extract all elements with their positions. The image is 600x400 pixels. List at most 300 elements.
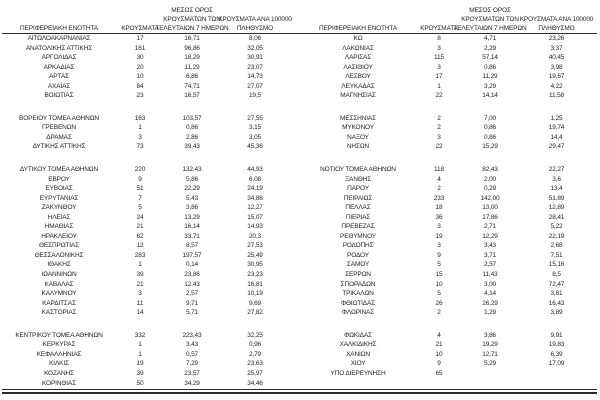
left-per100k-cell: 12,27	[247, 204, 263, 212]
left-per100k-cell: 14,73	[247, 73, 263, 81]
left-avg7-cell: 18,29	[184, 54, 200, 62]
left-cases-cell: 3	[138, 290, 142, 298]
left-per100k-cell: 30,95	[247, 261, 263, 269]
right-avg7-cell: 3,00	[483, 280, 497, 288]
left-cases-cell: 23	[136, 92, 144, 100]
row-spacer	[290, 289, 302, 299]
right-avg7-cell: 0,86	[483, 63, 497, 71]
row-spacer	[290, 91, 302, 101]
right-region-cell: ΜΑΓΝΗΣΙΑΣ	[340, 92, 376, 100]
left-cases-cell: 220	[134, 166, 146, 174]
right-cases-cell: 2	[437, 309, 441, 317]
group-gap	[2, 101, 597, 114]
row-spacer	[290, 44, 302, 54]
header-spacer	[290, 3, 302, 34]
right-per100k-cell: 22,27	[548, 166, 565, 174]
right-region-cell: ΜΕΣΣΗΝΙΑΣ	[340, 114, 376, 122]
left-avg7-cell: 103,57	[182, 114, 202, 122]
right-per100k-cell: 3,98	[550, 63, 563, 71]
right-per100k-cell: 7,51	[550, 251, 563, 259]
right-per100k-cell: 3,81	[550, 290, 563, 298]
header-avg7-right-line2: ΚΡΟΥΣΜΑΤΩΝ ΤΩΝ	[461, 16, 519, 23]
right-avg7-cell: 15,29	[482, 143, 498, 151]
right-avg7-cell: 19,29	[482, 341, 498, 349]
table-bottom-rule	[2, 389, 597, 394]
header-avg7-right	[453, 3, 527, 34]
right-region-cell: ΦΛΩΡΙΝΑΣ	[341, 309, 375, 317]
left-cases-cell: 9	[138, 175, 142, 183]
row-spacer	[290, 222, 302, 232]
left-cases-cell: 21	[136, 223, 144, 231]
header-per100k-right-line1: ΚΡΟΥΣΜΑΤΑ ΑΝΑ 100000	[519, 16, 594, 23]
row-spacer	[290, 114, 302, 124]
row-spacer	[290, 331, 302, 341]
left-avg7-cell: 16,57	[184, 92, 200, 100]
row-spacer	[290, 34, 302, 44]
left-avg7-cell: 0,86	[185, 124, 199, 132]
right-avg7-cell: 2,00	[483, 175, 497, 183]
right-region-cell: ΛΑΣΙΘΙΟΥ	[343, 63, 373, 71]
left-per100k-cell: 30,91	[247, 54, 263, 62]
left-per100k-cell: 10,19	[247, 290, 263, 298]
left-cases-cell: 30	[136, 54, 144, 62]
right-cases-cell: 1	[437, 82, 441, 90]
header-region-right	[302, 3, 414, 34]
right-per100k-cell: 3,6	[552, 175, 561, 183]
header-avg7-left	[155, 3, 229, 34]
left-region-cell: ΗΡΑΚΛΕΙΟΥ	[41, 232, 77, 240]
right-avg7-cell: 3,71	[483, 251, 497, 259]
left-region-cell: ΚΑΛΥΜΝΟΥ	[41, 290, 77, 298]
right-avg7-cell: 3,86	[483, 331, 497, 339]
row-spacer	[290, 350, 302, 360]
right-region-cell: ΡΟΔΟΠΗΣ	[342, 242, 374, 250]
right-avg7-cell: 12,29	[482, 232, 498, 240]
right-avg7-cell: 0,86	[483, 133, 497, 141]
left-cases-cell: 5	[138, 204, 142, 212]
right-per100k-cell: 3,89	[550, 309, 563, 317]
left-avg7-cell: 5,43	[185, 194, 199, 202]
row-spacer	[290, 280, 302, 290]
left-avg7-cell: 6,86	[185, 73, 199, 81]
left-avg7-cell: 22,29	[184, 185, 200, 193]
right-cases-cell: 36	[435, 213, 443, 221]
right-region-cell: ΛΑΡΙΣΑΣ	[344, 54, 372, 62]
right-per100k-cell: 5,22	[550, 223, 563, 231]
right-per100k-cell: 9,91	[550, 331, 563, 339]
right-region-cell: ΦΘΙΩΤΙΔΑΣ	[340, 299, 376, 307]
right-region-cell: ΛΕΥΚΑΔΑΣ	[341, 82, 375, 90]
right-avg7-cell: 2,57	[483, 261, 497, 269]
left-avg7-cell: 2,86	[185, 133, 199, 141]
row-spacer	[290, 203, 302, 213]
left-avg7-cell: 13,29	[184, 213, 200, 221]
right-cases-cell: 233	[433, 194, 445, 202]
right-avg7-cell: 12,71	[482, 350, 498, 358]
right-region-cell: ΛΕΣΒΟΥ	[345, 73, 371, 81]
right-per100k-cell: 1,25	[550, 114, 563, 122]
right-avg7-cell: 2,71	[483, 223, 497, 231]
right-cases-cell: 22	[435, 92, 443, 100]
left-per100k-cell: 44,93	[247, 166, 263, 174]
header-per100k-right-line2: ΠΛΗΘΥΣΜΟ	[538, 25, 575, 32]
right-cases-cell: 2	[437, 114, 441, 122]
right-cases-cell: 26	[435, 299, 443, 307]
right-cases-cell: 118	[434, 166, 444, 174]
left-per100k-cell: 45,36	[247, 143, 263, 151]
left-region-cell: ΚΑΣΤΟΡΙΑΣ	[41, 309, 77, 317]
right-per100k-cell: 14,4	[550, 133, 563, 141]
left-avg7-cell: 33,71	[184, 232, 200, 240]
right-region-cell	[302, 379, 414, 389]
left-region-cell: ΑΡΚΑΔΙΑΣ	[43, 63, 75, 71]
right-region-cell: ΥΠΟ ΔΙΕΡΕΥΝΗΣΗ	[330, 369, 386, 377]
right-avg7-cell: 11,29	[482, 73, 498, 81]
right-per100k-cell: 13,4	[550, 185, 563, 193]
right-region-cell: ΝΗΣΩΝ	[346, 143, 370, 151]
right-avg7-cell: 17,86	[482, 213, 498, 221]
right-region-cell: ΡΕΘΥΜΝΟΥ	[340, 232, 376, 240]
right-per100k-cell: 19,74	[548, 124, 565, 132]
right-avg7-cell: 3,43	[483, 242, 497, 250]
left-per100k-cell: 24,19	[247, 185, 263, 193]
right-avg7-cell: 13,00	[482, 204, 498, 212]
left-cases-cell: 39	[136, 271, 144, 279]
left-per100k-cell: 8,06	[248, 35, 262, 42]
right-region-cell: ΤΡΙΚΑΛΩΝ	[342, 290, 374, 298]
right-per100k-cell: 23,26	[548, 35, 565, 42]
left-avg7-cell: 223,43	[182, 331, 202, 339]
right-per100k-cell: 40,45	[548, 54, 565, 62]
right-cases-cell	[414, 379, 464, 389]
left-region-cell: ΑΙΤΩΛΟΑΚΑΡΝΑΝΙΑΣ	[27, 35, 91, 42]
left-avg7-cell: 2,57	[185, 290, 199, 298]
header-cases-right-label: ΚΡΟΥΣΜΑΤΑ	[420, 25, 458, 32]
left-region-cell: ΓΡΕΒΕΝΩΝ	[42, 124, 76, 132]
right-per100k-cell: 17,09	[548, 360, 565, 368]
left-avg7-cell: 132,43	[182, 166, 202, 174]
left-region-cell: ΑΡΤΑΣ	[49, 73, 69, 81]
right-cases-cell: 22	[435, 143, 443, 151]
left-avg7-cell: 7,29	[185, 360, 199, 368]
left-per100k-cell: 32,25	[247, 331, 263, 339]
right-cases-cell: 4	[437, 331, 441, 339]
right-cases-cell: 2	[437, 185, 441, 193]
right-cases-cell: 15	[435, 271, 443, 279]
right-cases-cell: 21	[435, 341, 443, 349]
left-region-cell: ΒΟΡΕΙΟΥ ΤΟΜΕΑ ΑΘΗΝΩΝ	[19, 114, 99, 122]
right-region-cell: ΠΡΕΒΕΖΑΣ	[341, 223, 375, 231]
left-cases-cell: 11	[136, 299, 144, 307]
header-per100k-right	[516, 3, 597, 34]
right-avg7-cell: 14,14	[482, 92, 498, 100]
right-avg7-cell: 26,29	[482, 299, 498, 307]
left-region-cell: ΑΡΓΟΛΙΔΑΣ	[41, 54, 77, 62]
left-per100k-cell: 23,23	[247, 271, 263, 279]
right-avg7-cell: 142,00	[480, 194, 500, 202]
right-per100k-cell: 16,43	[548, 299, 565, 307]
right-region-cell: ΣΠΟΡΑΔΩΝ	[340, 280, 376, 288]
left-region-cell: ΙΩΑΝΝΙΝΩΝ	[41, 271, 77, 279]
right-cases-cell: 65	[435, 369, 443, 377]
left-cases-cell: 1	[138, 124, 142, 132]
left-cases-cell: 14	[136, 309, 144, 317]
header-cases-left-label: ΚΡΟΥΣΜΑΤΑ	[121, 25, 159, 32]
left-per100k-cell: 34,46	[247, 379, 263, 387]
left-region-cell: ΚΕΦΑΛΛΗΝΙΑΣ	[36, 350, 82, 358]
right-cases-cell: 3	[437, 242, 441, 250]
left-region-cell: ΚΑΒΑΛΑΣ	[44, 280, 74, 288]
header-region-left-label: ΠΕΡΙΦΕΡΕΙΑΚΗ ΕΝΟΤΗΤΑ	[20, 25, 98, 32]
left-region-cell: ΚΑΡΔΙΤΣΑΣ	[42, 299, 76, 307]
right-region-cell: ΣΕΡΡΩΝ	[345, 271, 371, 279]
right-cases-cell: 115	[434, 54, 444, 62]
right-avg7-cell: 0,86	[483, 124, 497, 132]
left-cases-cell: 1	[138, 341, 142, 349]
left-per100k-cell: 25,97	[247, 369, 263, 377]
right-per100k-cell: 3,37	[550, 44, 563, 52]
left-per100k-cell: 23,07	[247, 63, 263, 71]
right-per100k-cell: 51,89	[548, 194, 565, 202]
left-cases-cell: 62	[136, 232, 144, 240]
right-cases-cell: 2	[437, 124, 441, 132]
left-region-cell: ΑΝΑΤΟΛΙΚΗΣ ΑΤΤΙΚΗΣ	[25, 44, 93, 52]
row-spacer	[290, 369, 302, 379]
left-region-cell: ΒΟΙΩΤΙΑΣ	[44, 92, 74, 100]
group-gap	[2, 152, 597, 165]
header-avg7-right-line1: ΜΕΣΟΣ ΟΡΟΣ	[469, 7, 511, 14]
header-avg7-left-line1: ΜΕΣΟΣ ΟΡΟΣ	[171, 7, 213, 14]
left-avg7-cell: 197,57	[182, 251, 202, 259]
right-per100k-cell: 4,22	[550, 82, 563, 90]
row-spacer	[290, 82, 302, 92]
left-region-cell: ΚΕΝΤΡΙΚΟΥ ΤΟΜΕΑ ΑΘΗΝΩΝ	[15, 331, 103, 339]
right-avg7-cell: 57,14	[482, 54, 498, 62]
right-cases-cell: 3	[437, 63, 441, 71]
left-per100k-cell: 32,05	[247, 44, 263, 52]
row-spacer	[290, 72, 302, 82]
left-region-cell: ΖΑΚΥΝΘΟΥ	[41, 204, 77, 212]
header-avg7-left-line3: ΤΕΛΕΥΤΑΙΩΝ 7 ΗΜΕΡΩΝ	[155, 25, 229, 32]
right-region-cell: ΠΑΡΟΥ	[347, 185, 369, 193]
right-region-cell: ΠΕΛΛΑΣ	[345, 204, 371, 212]
right-avg7-cell: 2,29	[483, 44, 497, 52]
left-per100k-cell: 9,69	[248, 299, 262, 307]
left-avg7-cell: 23,57	[184, 369, 200, 377]
left-region-cell: ΗΜΑΘΙΑΣ	[44, 223, 74, 231]
right-region-cell: ΡΟΔΟΥ	[347, 251, 369, 259]
left-avg7-cell: 3,43	[185, 341, 199, 349]
right-per100k-cell: 8,5	[552, 271, 561, 279]
right-cases-cell: 8	[437, 35, 441, 42]
left-cases-cell: 3	[138, 133, 142, 141]
left-per100k-cell: 2,79	[248, 350, 262, 358]
left-per100k-cell: 27,55	[247, 114, 263, 122]
row-spacer	[290, 299, 302, 309]
left-cases-cell: 7	[138, 194, 142, 202]
right-cases-cell: 10	[435, 280, 443, 288]
left-region-cell: ΕΥΒΟΙΑΣ	[45, 185, 73, 193]
right-per100k-cell	[516, 379, 597, 389]
left-cases-cell: 283	[134, 251, 146, 259]
right-cases-cell: 3	[437, 44, 441, 52]
right-region-cell: ΣΑΜΟΥ	[346, 261, 370, 269]
left-per100k-cell: 3,15	[248, 124, 262, 132]
right-region-cell: ΚΩ	[353, 35, 363, 42]
left-avg7-cell: 0,14	[185, 261, 199, 269]
right-avg7-cell: 3,29	[483, 82, 497, 90]
left-cases-cell: 20	[136, 63, 144, 71]
right-avg7-cell: 1,29	[483, 309, 497, 317]
left-per100k-cell: 19,5	[248, 92, 262, 100]
row-spacer	[290, 184, 302, 194]
row-spacer	[290, 133, 302, 143]
header-per100k-left-line1: ΚΡΟΥΣΜΑΤΑ ΑΝΑ 100000	[218, 16, 292, 23]
left-per100k-cell: 15,07	[247, 213, 263, 221]
left-avg7-cell: 3,86	[185, 204, 199, 212]
left-per100k-cell: 27,07	[247, 82, 263, 90]
right-avg7-cell: 5,29	[483, 360, 497, 368]
left-avg7-cell: 16,14	[184, 223, 200, 231]
left-region-cell: ΚΕΡΚΥΡΑΣ	[42, 341, 76, 349]
right-avg7-cell: 11,43	[482, 271, 498, 279]
left-avg7-cell: 12,43	[184, 280, 200, 288]
left-avg7-cell: 11,29	[184, 63, 200, 71]
right-region-cell: ΧΙΟΥ	[350, 360, 366, 368]
row-spacer	[290, 379, 302, 389]
left-region-cell: ΔΡΑΜΑΣ	[46, 133, 72, 141]
left-cases-cell: 161	[134, 44, 146, 52]
left-avg7-cell: 39,43	[184, 143, 200, 151]
left-region-cell: ΘΕΣΣΑΛΟΝΙΚΗΣ	[34, 251, 84, 259]
left-cases-cell: 163	[134, 114, 146, 122]
left-cases-cell: 1	[138, 350, 142, 358]
header-per100k-left-line2: ΠΛΗΘΥΣΜΟ	[236, 25, 274, 32]
left-cases-cell: 39	[136, 369, 144, 377]
left-cases-cell: 24	[136, 213, 144, 221]
right-region-cell: ΜΥΚΟΝΟΥ	[342, 124, 374, 132]
header-avg7-left-line2: ΚΡΟΥΣΜΑΤΩΝ ΤΩΝ	[163, 16, 221, 23]
left-region-cell: ΚΟΡΙΝΘΙΑΣ	[42, 379, 76, 387]
right-per100k-cell: 11,58	[548, 92, 565, 100]
left-avg7-cell: 74,71	[184, 82, 200, 90]
left-region-cell: ΕΒΡΟΥ	[48, 175, 70, 183]
left-cases-cell: 332	[134, 331, 146, 339]
row-spacer	[290, 270, 302, 280]
right-cases-cell: 10	[435, 350, 443, 358]
row-spacer	[290, 251, 302, 261]
left-per100k-cell: 25,49	[247, 251, 263, 259]
left-avg7-cell: 23,86	[184, 271, 200, 279]
right-per100k-cell: 2,68	[550, 242, 563, 250]
left-per100k-cell: 23,63	[247, 360, 263, 368]
right-avg7-cell: 82,43	[482, 166, 498, 174]
right-cases-cell: 9	[437, 251, 441, 259]
row-spacer	[290, 260, 302, 270]
header-region-left	[2, 3, 116, 34]
right-cases-cell: 3	[437, 133, 441, 141]
header-per100k-left	[220, 3, 290, 34]
left-per100k-cell: 20,3	[248, 232, 262, 240]
right-cases-cell: 5	[437, 261, 441, 269]
right-region-cell: ΠΙΕΡΙΑΣ	[345, 213, 371, 221]
right-region-cell: ΛΑΚΩΝΙΑΣ	[342, 44, 374, 52]
row-spacer	[290, 340, 302, 350]
right-avg7-cell	[464, 369, 516, 379]
row-spacer	[290, 63, 302, 73]
left-cases-cell: 10	[136, 73, 144, 81]
cases-table	[2, 3, 598, 394]
header-avg7-right-line3: ΤΕΛΕΥΤΑΙΩΝ 7 ΗΜΕΡΩΝ	[453, 25, 527, 32]
right-per100k-cell: 72,47	[548, 280, 565, 288]
left-per100k-cell: 6,08	[248, 175, 262, 183]
left-region-cell: ΔΥΤΙΚΟΥ ΤΟΜΕΑ ΑΘΗΝΩΝ	[19, 166, 99, 174]
left-cases-cell: 73	[136, 143, 144, 151]
right-per100k-cell: 15,16	[548, 261, 565, 269]
left-region-cell: ΙΘΑΚΗΣ	[47, 261, 71, 269]
row-spacer	[290, 53, 302, 63]
right-region-cell: ΝΟΤΙΟΥ ΤΟΜΕΑ ΑΘΗΝΩΝ	[320, 166, 396, 174]
left-avg7-cell: 5,86	[185, 175, 199, 183]
right-per100k-cell: 28,41	[548, 213, 565, 221]
right-region-cell: ΠΕΙΡΑΙΩΣ	[343, 194, 373, 202]
right-cases-cell: 17	[435, 73, 443, 81]
left-cases-cell: 51	[136, 185, 144, 193]
right-cases-cell: 3	[437, 223, 441, 231]
left-cases-cell: 50	[136, 379, 144, 387]
header-region-right-label: ΠΕΡΙΦΕΡΕΙΑΚΗ ΕΝΟΤΗΤΑ	[319, 25, 397, 32]
row-spacer	[290, 165, 302, 175]
left-per100k-cell: 27,82	[247, 309, 263, 317]
right-cases-cell: 5	[437, 290, 441, 298]
left-avg7-cell: 34,29	[184, 379, 200, 387]
right-avg7-cell: 4,71	[483, 35, 497, 42]
row-spacer	[290, 194, 302, 204]
left-region-cell: ΘΕΣΠΡΩΤΙΑΣ	[39, 242, 79, 250]
left-cases-cell: 1	[138, 261, 142, 269]
right-per100k-cell	[516, 369, 597, 379]
right-cases-cell: 18	[435, 204, 443, 212]
left-per100k-cell: 27,53	[247, 242, 263, 250]
right-avg7-cell	[464, 379, 516, 389]
right-avg7-cell: 0,29	[483, 185, 497, 193]
row-spacer	[290, 175, 302, 185]
row-spacer	[290, 232, 302, 242]
row-spacer	[290, 359, 302, 369]
right-per100k-cell: 19,67	[548, 73, 565, 81]
right-per100k-cell: 29,47	[548, 143, 565, 151]
left-region-cell: ΚΟΖΑΝΗΣ	[44, 369, 74, 377]
right-region-cell: ΧΑΛΚΙΔΙΚΗΣ	[339, 341, 377, 349]
right-avg7-cell: 7,00	[483, 114, 497, 122]
right-region-cell: ΞΑΝΘΗΣ	[344, 175, 372, 183]
left-region-cell: ΕΥΡΥΤΑΝΙΑΣ	[39, 194, 79, 202]
right-region-cell: ΝΑΞΟΥ	[347, 133, 369, 141]
row-spacer	[290, 213, 302, 223]
left-avg7-cell: 16,71	[184, 35, 200, 42]
row-spacer	[290, 123, 302, 133]
left-per100k-cell: 16,81	[247, 280, 263, 288]
left-avg7-cell: 8,57	[185, 242, 199, 250]
left-per100k-cell: 14,93	[247, 223, 263, 231]
right-cases-cell: 4	[437, 175, 441, 183]
left-region-cell: ΚΙΛΚΙΣ	[49, 360, 69, 368]
left-region-cell: ΗΛΕΙΑΣ	[47, 213, 71, 221]
right-cases-cell: 19	[435, 232, 443, 240]
left-cases-cell: 84	[136, 82, 144, 90]
right-avg7-cell: 4,14	[483, 290, 497, 298]
left-region-cell: ΔΥΤΙΚΗΣ ΑΤΤΙΚΗΣ	[32, 143, 86, 151]
